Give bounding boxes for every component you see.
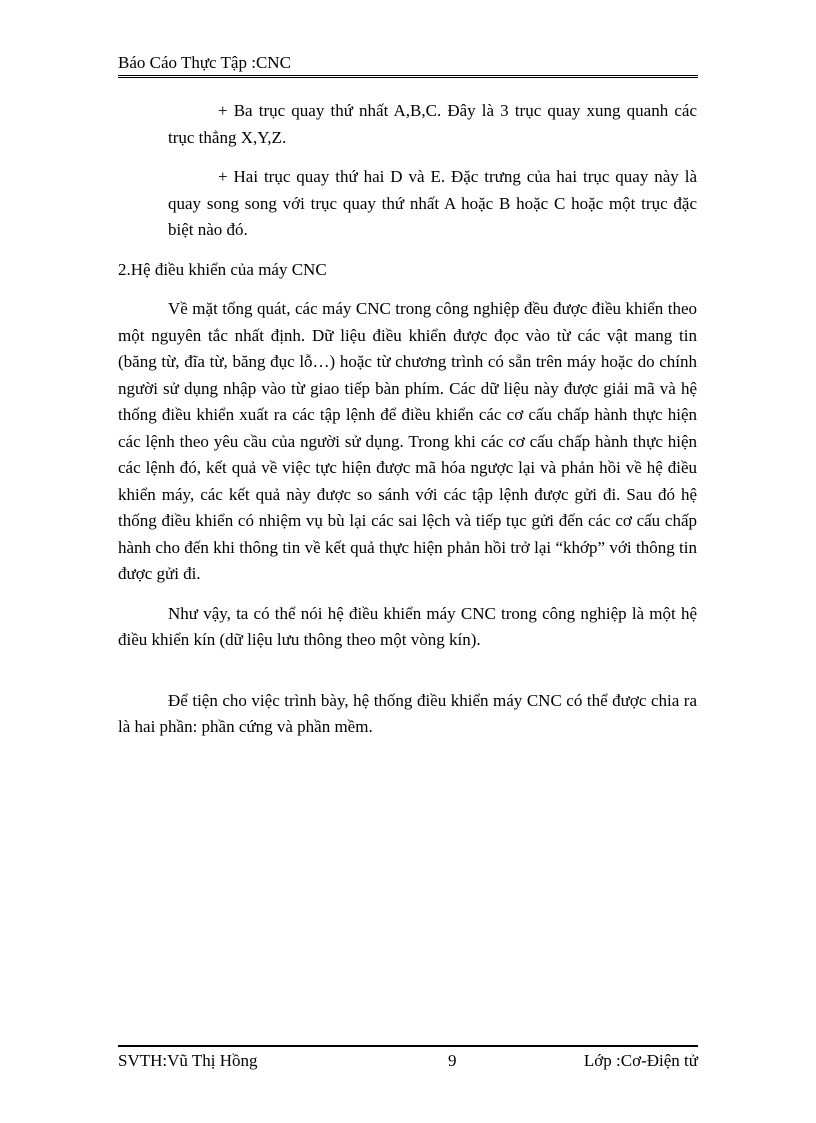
bullet-paragraph-1: + Ba trục quay thứ nhất A,B,C. Đây là 3 trục quay xung quanh các trục thẳng X,Y,Z. bbox=[168, 101, 697, 147]
document-body bbox=[118, 98, 697, 754]
header-divider bbox=[118, 75, 698, 78]
header-title: Báo Cáo Thực Tập :CNC bbox=[118, 53, 291, 72]
footer-divider bbox=[118, 1045, 698, 1047]
footer-class: Lớp :Cơ-Điện tử bbox=[583, 1051, 698, 1070]
section-heading: 2.Hệ điều khiển của máy CNC bbox=[118, 259, 327, 279]
page-header bbox=[118, 52, 698, 74]
bullet-paragraph-2: + Hai trục quay thứ hai D và E. Đặc trưng của hai trục quay này là quay song song với trục quay thứ nhất A hoặc B hoặc C hoặc một trục đặc biệt nào đó. bbox=[168, 167, 697, 239]
body-paragraph-3: Để tiện cho việc trình bày, hệ thống điều khiển máy CNC có thể được chia ra là hai phần: phần cứng và phần mềm. bbox=[118, 690, 697, 736]
footer-author: SVTH:Vũ Thị Hồng bbox=[118, 1051, 258, 1070]
body-paragraph-2: Như vậy, ta có thể nói hệ điều khiển máy CNC trong công nghiệp là một hệ điều khiển kín (dữ liệu lưu thông theo một vòng kín). bbox=[118, 603, 697, 649]
body-paragraph-1: Về mặt tổng quát, các máy CNC trong công nghiệp đều được điều khiển theo một nguyên tắc nhất định. Dữ liệu điều khiển được đọc vào từ các vật mang tin (băng từ, đĩa từ, băng đục lỗ…) hoặc từ chương trình có sẵn trên máy hoặc do chính người sử dụng nhập vào từ giao tiếp bàn phím. Các dữ liệu này được giải mã và hệ thống điều khiển xuất ra các tập lệnh để điều khiển các cơ cấu chấp hành thực hiện các lệnh theo yêu cầu của người sử dụng. Trong khi các cơ cấu chấp hành thực hiện các lệnh đó, kết quả về việc tực hiện được mã hóa ngược lại và phản hồi về hệ điều khiển máy, các kết quả này được so sánh với các tập lệnh được gửi đi. Sau đó hệ thống điều khiển có nhiệm vụ bù lại các sai lệch và tiếp tục gửi đến các cơ cấu chấp hành cho đến khi thông tin về kết quả thực hiện phản hồi trở lại “khớp” với thông tin được gửi đi. bbox=[118, 299, 697, 583]
page-number: 9 bbox=[448, 1051, 457, 1070]
